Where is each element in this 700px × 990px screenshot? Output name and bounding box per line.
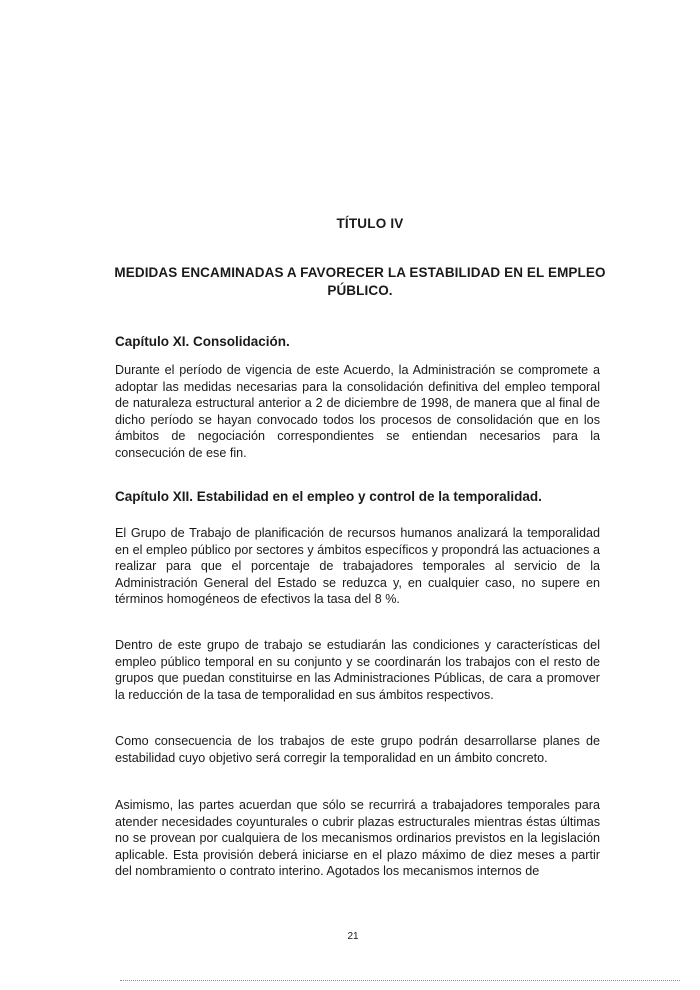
chapter-xii-heading: Capítulo XII. Estabilidad en el empleo y control de la temporalidad. <box>115 489 542 504</box>
document-title: TÍTULO IV <box>336 216 404 231</box>
chapter-xi-paragraph: Durante el período de vigencia de este Acuerdo, la Administración se compromete a adoptar las medidas necesarias para la consolidación definitiva del empleo temporal de naturaleza estructural anterior a 2 de diciembre de 1998, de manera que al final de dicho período se hayan convocado todos los procesos de consolidación que en los ámbitos de negociación correspondientes se entiendan necesarios para la consecución de ese fin. <box>115 363 600 460</box>
chapter-xi-heading: Capítulo XI. Consolidación. <box>115 334 290 349</box>
chapter-xii-paragraph-1: El Grupo de Trabajo de planificación de recursos humanos analizará la temporalidad en el empleo público por sectores y ámbitos específicos y propondrá las actuaciones a realizar para que el porcentaje de trabajadores temporales al servicio de la Administración General del Estado se reduzca y, en cualquier caso, no supere en términos homogéneos de efectivos la tasa del 8 %. <box>115 526 600 607</box>
scan-artifact-line <box>120 980 680 981</box>
document-subtitle: MEDIDAS ENCAMINADAS A FAVORECER LA ESTABILIDAD EN EL EMPLEO PÚBLICO. <box>114 265 606 298</box>
chapter-xii-paragraph-2: Dentro de este grupo de trabajo se estudiarán las condiciones y características del empleo público temporal en su conjunto y se coordinarán los trabajos con el resto de grupos que puedan constituirse en las Administraciones Públicas, de cara a promover la reducción de la tasa de temporalidad en sus ámbitos respectivos. <box>115 638 600 702</box>
page-number: 21 <box>347 931 359 942</box>
chapter-xii-paragraph-4: Asimismo, las partes acuerdan que sólo se recurrirá a trabajadores temporales para atender necesidades coyunturales o cubrir plazas estructurales mientras éstas últimas no se provean por cualquiera de los mecanismos ordinarios previstos en la legislación aplicable. Esta provisión deberá iniciarse en el plazo máximo de diez meses a partir del nombramiento o contrato interino. Agotados los mecanismos internos de <box>115 798 600 879</box>
chapter-xii-paragraph-3: Como consecuencia de los trabajos de este grupo podrán desarrollarse planes de estabilidad cuyo objetivo será corregir la temporalidad en un ámbito concreto. <box>115 734 600 765</box>
